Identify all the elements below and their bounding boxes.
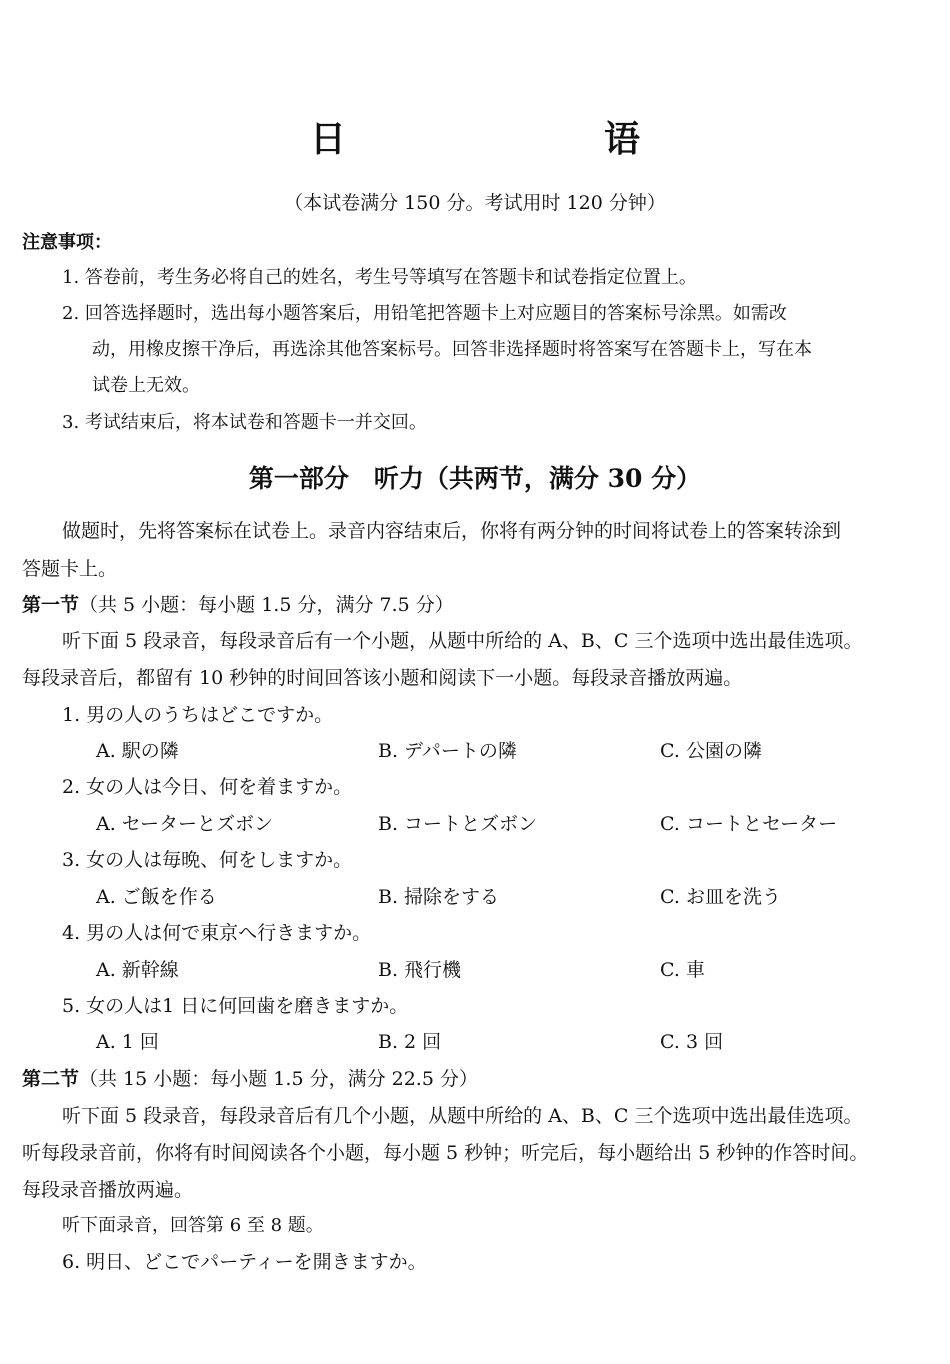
section1-instruction: 听下面 5 段录音，每段录音后有一个小题，从题中所给的 A、B、C 三个选项中选出最佳选项。 xyxy=(62,630,863,652)
section-info: （共 15 小题：每小题 1.5 分，满分 22.5 分） xyxy=(79,1068,478,1090)
option-c: C. コートとセーター xyxy=(660,813,838,835)
section-label: 第二节 xyxy=(22,1068,80,1090)
section2-instruction: 听每段录音前，你将有时间阅读各个小题，每小题 5 秒钟；听完后，每小题给出 5 秒钟的作答时间。 xyxy=(22,1142,869,1164)
question-3: 3. 女の人は毎晩、何をしますか。 xyxy=(62,849,353,871)
section2-instruction: 听下面 5 段录音，每段录音后有几个小题，从题中所给的 A、B、C 三个选项中选出最佳选项。 xyxy=(62,1105,863,1127)
note-item: 试卷上无效。 xyxy=(92,375,200,396)
section1-heading xyxy=(22,592,454,618)
note-item: 1. 答卷前，考生务必将自己的姓名，考生号等填写在答题卡和试卷指定位置上。 xyxy=(62,267,697,288)
option-b: B. 飛行機 xyxy=(378,959,462,981)
notes-heading: 注意事项： xyxy=(22,232,112,253)
section2-heading xyxy=(22,1066,478,1092)
question-5: 5. 女の人は1 日に何回歯を磨きますか。 xyxy=(62,995,409,1017)
option-b: B. 掃除をする xyxy=(378,886,500,908)
question-4: 4. 男の人は何で東京へ行きますか。 xyxy=(62,922,372,944)
exam-subtitle: （本试卷满分 150 分。考试用时 120 分钟） xyxy=(284,192,666,214)
question-1: 1. 男の人のうちはどこですか。 xyxy=(62,704,334,726)
option-a: A. 駅の隣 xyxy=(96,740,179,762)
option-b: B. コートとズボン xyxy=(378,813,538,835)
option-c: C. 公園の隣 xyxy=(660,740,762,762)
option-a: A. 新幹線 xyxy=(96,959,179,981)
part-intro-line: 做题时，先将答案标在试卷上。录音内容结束后，你将有两分钟的时间将试卷上的答案转涂到 xyxy=(62,520,842,542)
option-c: C. 3 回 xyxy=(660,1031,724,1053)
option-a: A. 1 回 xyxy=(96,1031,159,1053)
option-a: A. セーターとズボン xyxy=(96,813,274,835)
question-2: 2. 女の人は今日、何を着ますか。 xyxy=(62,776,353,798)
section1-instruction: 每段录音后，都留有 10 秒钟的时间回答该小题和阅读下一小题。每段录音播放两遍。 xyxy=(22,667,743,689)
question-6: 6. 明日、どこでパーティーを開きますか。 xyxy=(62,1251,427,1273)
section-info: （共 5 小题：每小题 1.5 分，满分 7.5 分） xyxy=(79,594,454,616)
option-b: B. 2 回 xyxy=(378,1031,442,1053)
section-label: 第一节 xyxy=(22,594,80,616)
sub-instruction: 听下面录音，回答第 6 至 8 题。 xyxy=(62,1215,324,1236)
note-item: 2. 回答选择题时，选出每小题答案后，用铅笔把答题卡上对应题目的答案标号涂黑。如需改 xyxy=(62,303,787,324)
part-intro-line: 答题卡上。 xyxy=(22,558,118,580)
option-b: B. デパートの隣 xyxy=(378,740,517,762)
part-title: 第一部分 听力（共两节，满分 30 分） xyxy=(248,464,702,493)
page-title: 日 语 xyxy=(309,119,702,160)
note-item: 动，用橡皮擦干净后，再选涂其他答案标号。回答非选择题时将答案写在答题卡上，写在本 xyxy=(92,339,812,360)
section2-instruction: 每段录音播放两遍。 xyxy=(22,1179,194,1201)
note-item: 3. 考试结束后，将本试卷和答题卡一并交回。 xyxy=(62,412,427,433)
option-c: C. 車 xyxy=(660,959,705,981)
option-c: C. お皿を洗う xyxy=(660,886,781,908)
option-a: A. ご飯を作る xyxy=(96,886,217,908)
